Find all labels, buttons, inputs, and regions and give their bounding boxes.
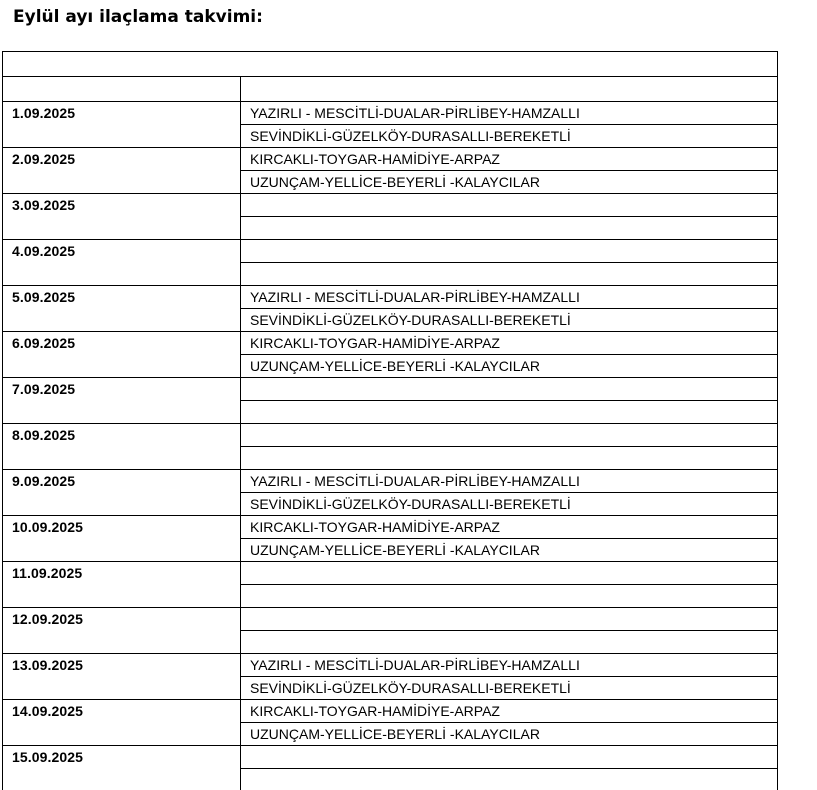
village-group-cell <box>241 424 778 447</box>
table-row <box>3 102 778 125</box>
table-top-row <box>3 52 778 77</box>
date-cell: 7.09.2025 <box>3 378 241 424</box>
table-row <box>3 378 778 401</box>
date-cell: 6.09.2025 <box>3 332 241 378</box>
table-row <box>3 700 778 723</box>
village-group-cell: YAZIRLI - MESCİTLİ-DUALAR-PİRLİBEY-HAMZALLI <box>241 286 778 309</box>
date-cell: 2.09.2025 <box>3 148 241 194</box>
date-cell: 8.09.2025 <box>3 424 241 470</box>
village-group-cell: KIRCAKLI-TOYGAR-HAMİDİYE-ARPAZ <box>241 516 778 539</box>
spraying-schedule-table <box>2 51 778 790</box>
village-group-cell: KIRCAKLI-TOYGAR-HAMİDİYE-ARPAZ <box>241 148 778 171</box>
empty-area-header-cell <box>241 77 778 102</box>
village-group-cell <box>241 240 778 263</box>
village-group-cell: YAZIRLI - MESCİTLİ-DUALAR-PİRLİBEY-HAMZALLI <box>241 470 778 493</box>
table-row <box>3 240 778 263</box>
village-group-cell: KIRCAKLI-TOYGAR-HAMİDİYE-ARPAZ <box>241 332 778 355</box>
table-row <box>3 470 778 493</box>
village-group-cell <box>241 447 778 470</box>
village-group-cell <box>241 746 778 769</box>
table-row <box>3 424 778 447</box>
date-cell: 9.09.2025 <box>3 470 241 516</box>
date-cell: 14.09.2025 <box>3 700 241 746</box>
table-row <box>3 332 778 355</box>
village-group-cell <box>241 263 778 286</box>
village-group-cell <box>241 401 778 424</box>
table-row <box>3 746 778 769</box>
date-cell: 12.09.2025 <box>3 608 241 654</box>
village-group-cell <box>241 378 778 401</box>
empty-date-header-cell <box>3 77 241 102</box>
village-group-cell: UZUNÇAM-YELLİCE-BEYERLİ -KALAYCILAR <box>241 355 778 378</box>
table-row <box>3 148 778 171</box>
table-row <box>3 654 778 677</box>
date-cell: 11.09.2025 <box>3 562 241 608</box>
village-group-cell: UZUNÇAM-YELLİCE-BEYERLİ -KALAYCILAR <box>241 539 778 562</box>
date-cell: 4.09.2025 <box>3 240 241 286</box>
table-row <box>3 194 778 217</box>
village-group-cell: YAZIRLI - MESCİTLİ-DUALAR-PİRLİBEY-HAMZALLI <box>241 654 778 677</box>
table-row <box>3 562 778 585</box>
village-group-cell <box>241 631 778 654</box>
village-group-cell: SEVİNDİKLİ-GÜZELKÖY-DURASALLI-BEREKETLİ <box>241 677 778 700</box>
table-row <box>3 286 778 309</box>
village-group-cell <box>241 562 778 585</box>
village-group-cell: UZUNÇAM-YELLİCE-BEYERLİ -KALAYCILAR <box>241 171 778 194</box>
village-group-cell <box>241 769 778 790</box>
village-group-cell <box>241 217 778 240</box>
village-group-cell: YAZIRLI - MESCİTLİ-DUALAR-PİRLİBEY-HAMZALLI <box>241 102 778 125</box>
village-group-cell: SEVİNDİKLİ-GÜZELKÖY-DURASALLI-BEREKETLİ <box>241 493 778 516</box>
date-cell: 5.09.2025 <box>3 286 241 332</box>
date-cell: 1.09.2025 <box>3 102 241 148</box>
date-cell: 10.09.2025 <box>3 516 241 562</box>
village-group-cell <box>241 194 778 217</box>
table-blank-row <box>3 77 778 102</box>
village-group-cell <box>241 585 778 608</box>
village-group-cell <box>241 608 778 631</box>
village-group-cell: UZUNÇAM-YELLİCE-BEYERLİ -KALAYCILAR <box>241 723 778 746</box>
empty-merged-cell <box>3 52 778 77</box>
date-cell: 3.09.2025 <box>3 194 241 240</box>
date-cell: 15.09.2025 <box>3 746 241 790</box>
village-group-cell: KIRCAKLI-TOYGAR-HAMİDİYE-ARPAZ <box>241 700 778 723</box>
table-row <box>3 516 778 539</box>
page-title: Eylül ayı ilaçlama takvimi: <box>13 7 263 27</box>
village-group-cell: SEVİNDİKLİ-GÜZELKÖY-DURASALLI-BEREKETLİ <box>241 309 778 332</box>
date-cell: 13.09.2025 <box>3 654 241 700</box>
table-row <box>3 608 778 631</box>
schedule-body <box>3 52 778 790</box>
village-group-cell: SEVİNDİKLİ-GÜZELKÖY-DURASALLI-BEREKETLİ <box>241 125 778 148</box>
